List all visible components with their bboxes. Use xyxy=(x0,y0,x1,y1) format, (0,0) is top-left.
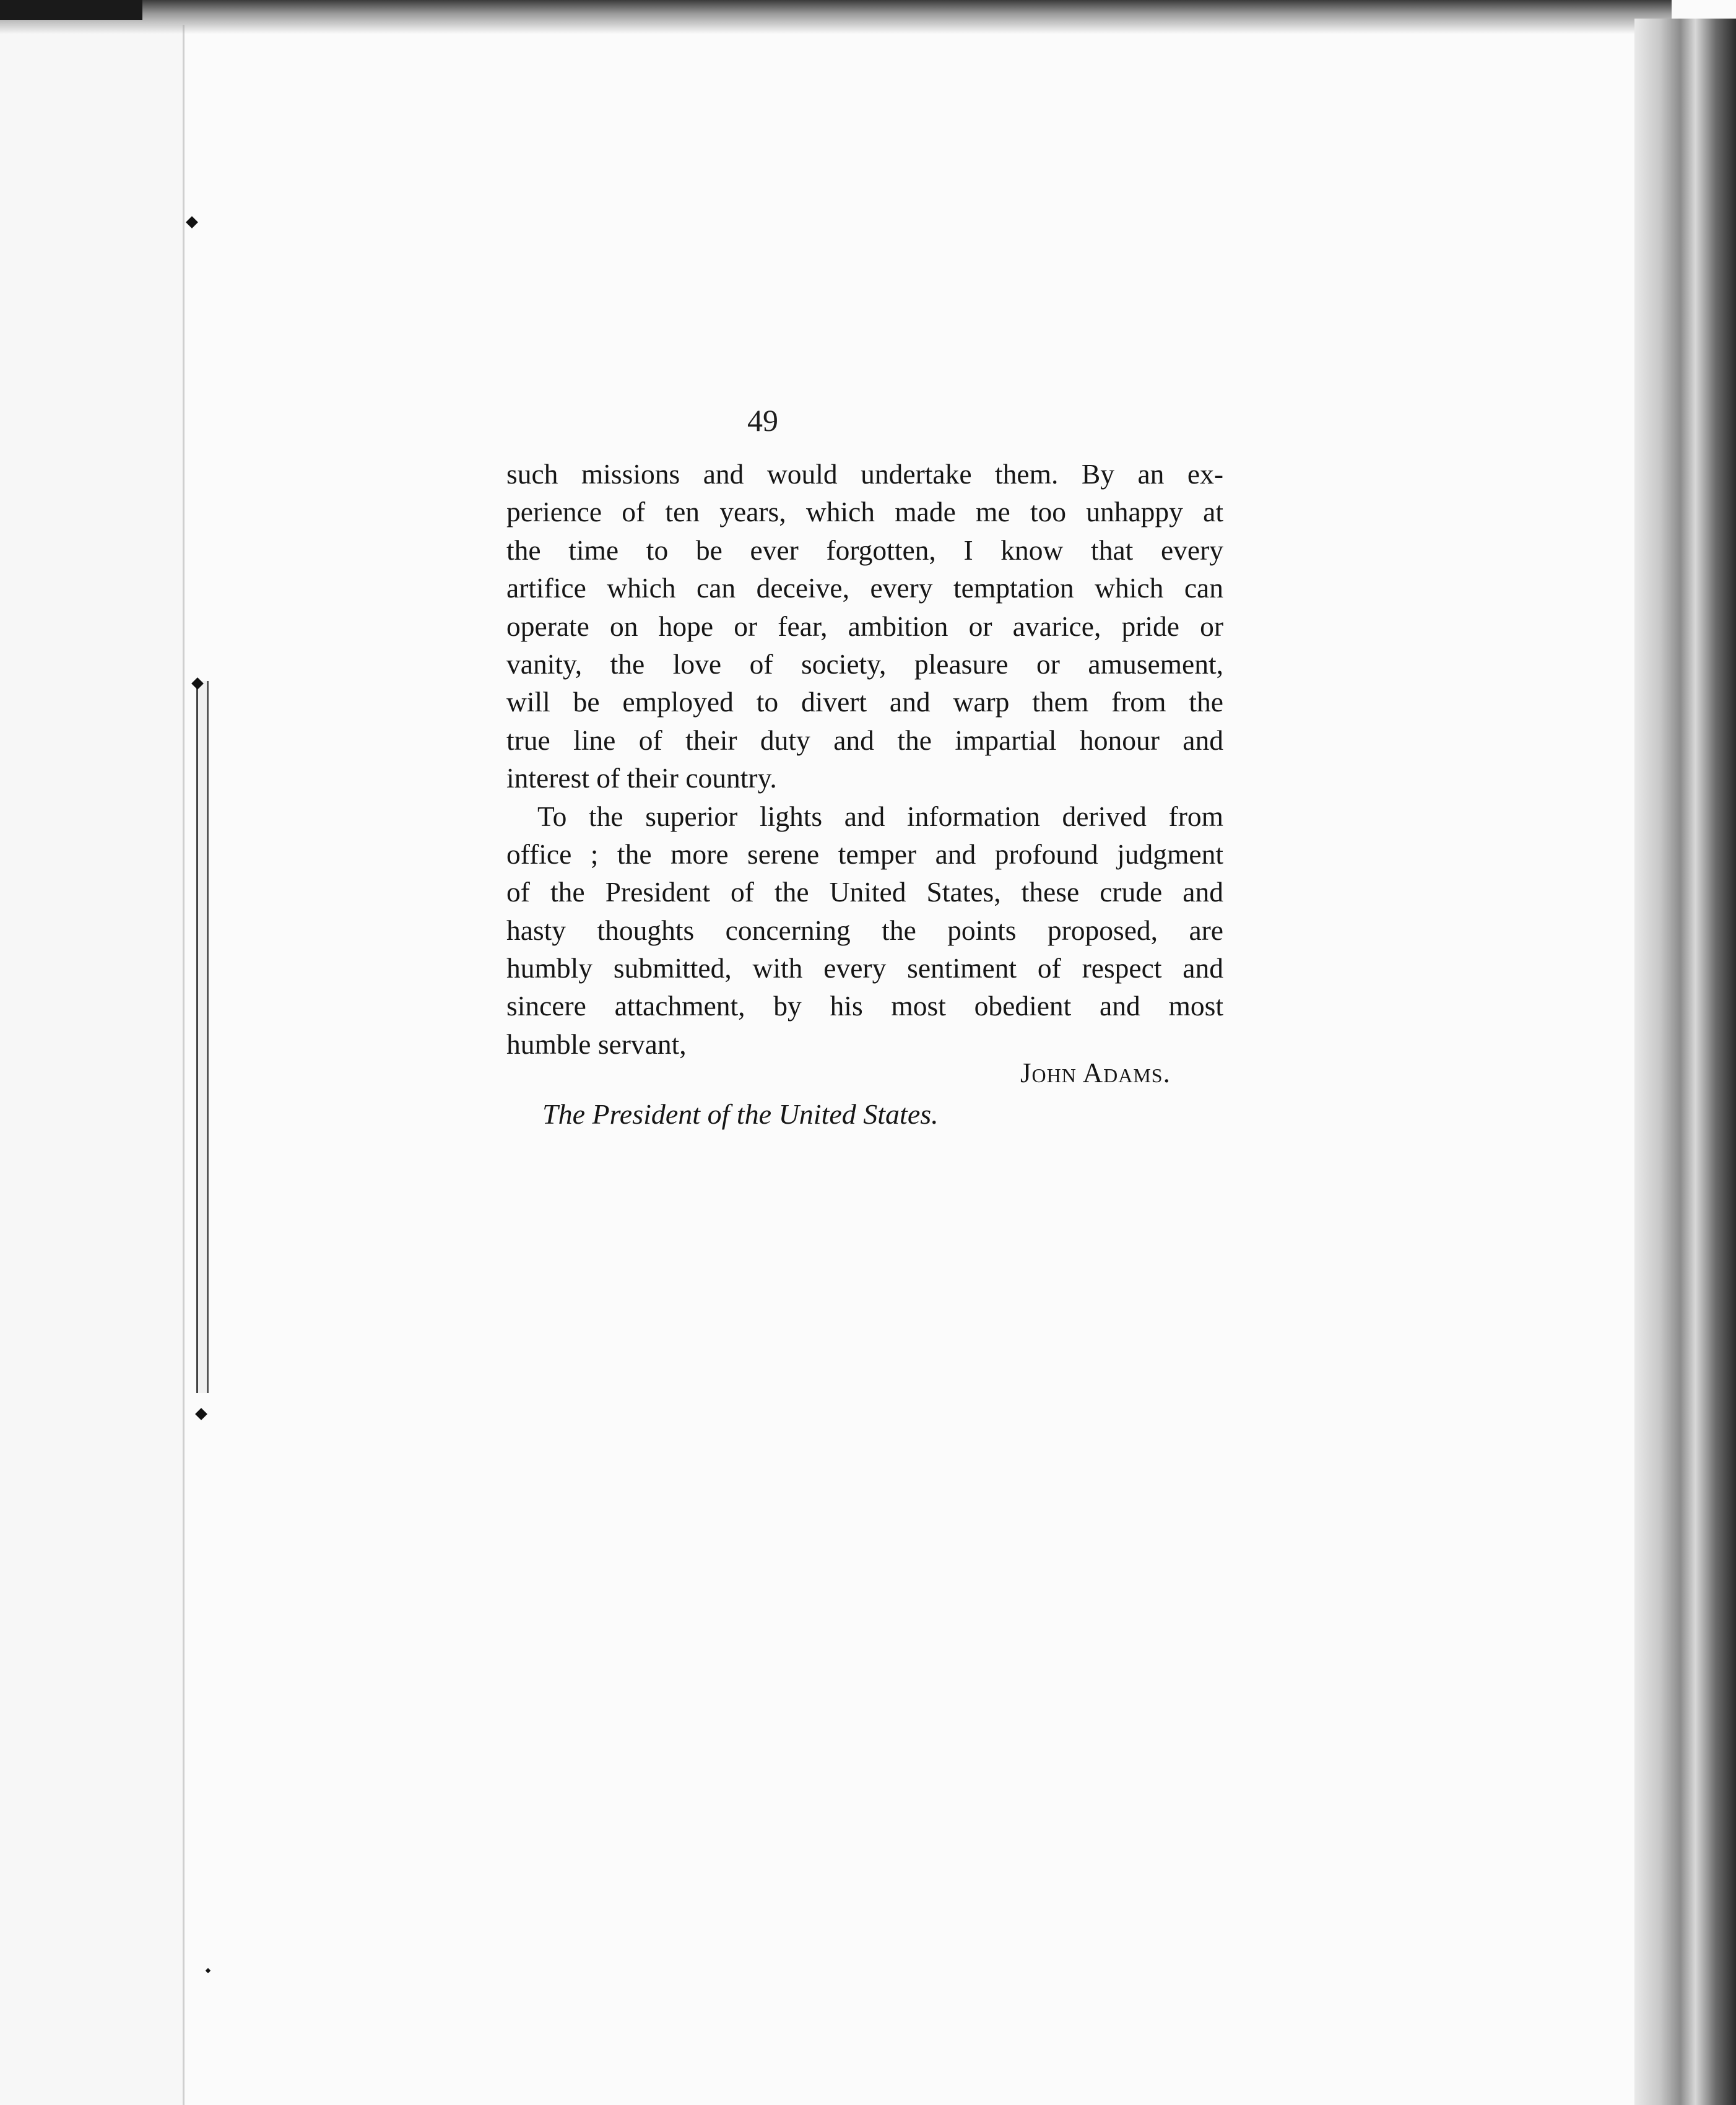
facing-page-edge xyxy=(0,25,184,2105)
binding-stitch xyxy=(206,1968,210,1973)
binding-thread xyxy=(196,681,209,1393)
paragraph xyxy=(506,797,1223,1064)
binding-stitch xyxy=(186,216,198,228)
body-text xyxy=(506,455,1223,1063)
text-line: true line of their duty and the impartial honour and xyxy=(506,724,1223,756)
top-dark-corner xyxy=(0,0,142,20)
text-line: humble servant, xyxy=(506,1028,687,1060)
text-line: hasty thoughts concerning the points proposed, are xyxy=(506,914,1223,946)
text-line: the time to be ever forgotten, I know that every xyxy=(506,534,1223,566)
text-line: interest of their country. xyxy=(506,762,777,794)
text-line: To the superior lights and information derived from xyxy=(537,800,1223,832)
text-line: vanity, the love of society, pleasure or amusement, xyxy=(506,648,1223,680)
book-edge xyxy=(1634,19,1736,2105)
signature: John Adams. xyxy=(1020,1057,1171,1088)
text-line: of the President of the United States, these crude and xyxy=(506,876,1223,908)
top-shadow xyxy=(0,0,1672,34)
text-line: artifice which can deceive, every temptation which can xyxy=(506,572,1223,604)
text-line: perience of ten years, which made me too unhappy at xyxy=(506,496,1223,528)
binding-stitch xyxy=(195,1408,207,1420)
text-line: office ; the more serene temper and profound judgment xyxy=(506,838,1223,870)
text-line: will be employed to divert and warp them from the xyxy=(506,686,1223,718)
page-number: 49 xyxy=(747,403,778,438)
text-line: sincere attachment, by his most obedient and most xyxy=(506,990,1223,1022)
text-line: humbly submitted, with every sentiment of respect and xyxy=(506,952,1223,984)
text-line: operate on hope or fear, ambition or avarice, pride or xyxy=(506,610,1223,642)
addressee: The President of the United States. xyxy=(542,1098,939,1130)
text-line: such missions and would undertake them. By an ex- xyxy=(506,458,1223,490)
paragraph xyxy=(506,455,1223,797)
